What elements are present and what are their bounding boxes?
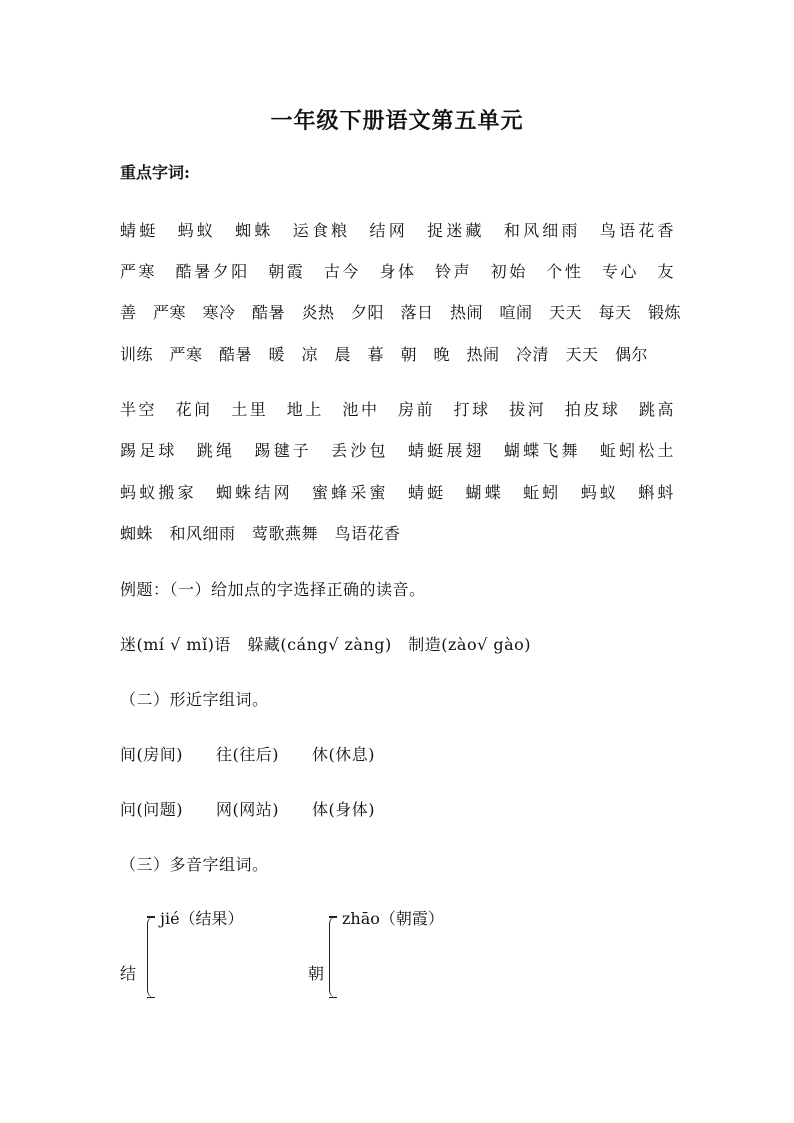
polyphonic-char: 结 bbox=[120, 964, 137, 983]
brace bbox=[329, 916, 340, 998]
word-line: 蚂蚁搬家 蜘蛛结网 蜜蜂采蜜 蜻蜓 蝴蝶 蚯蚓 蚂蚁 蝌蚪 bbox=[120, 483, 674, 502]
word-line: 善 严寒 寒冷 酷暑 炎热 夕阳 落日 热闹 喧闹 天天 每天 锻炼 bbox=[120, 303, 682, 322]
brace bbox=[147, 916, 158, 998]
word-line: 半空 花间 土里 地上 池中 房前 打球 拔河 拍皮球 跳高 bbox=[120, 400, 674, 419]
word-line: 踢足球 跳绳 踢毽子 丢沙包 蜻蜓展翅 蝴蝶飞舞 蚯蚓松土 bbox=[120, 441, 674, 460]
reading-option: zhāo（朝霞） bbox=[342, 909, 444, 928]
polyphonic-char: 朝 bbox=[308, 964, 325, 983]
key-words-label: 重点字词: bbox=[120, 163, 190, 182]
section-heading: （二）形近字组词。 bbox=[120, 690, 269, 709]
word-line: 蜘蛛 和风细雨 莺歌燕舞 鸟语花香 bbox=[120, 524, 401, 543]
example-heading: 例题：（一）给加点的字选择正确的读音。 bbox=[120, 580, 426, 599]
word-line: 训练 严寒 酷暑 暖 凉 晨 暮 朝 晚 热闹 冷清 天天 偶尔 bbox=[120, 345, 649, 364]
word-line: 严寒 酷暑夕阳 朝霞 古今 身体 铃声 初始 个性 专心 友 bbox=[120, 262, 674, 281]
answer-line: 问(问题) 网(网站) 体(身体) bbox=[120, 800, 375, 819]
answer-line: 间(房间) 往(往后) 休(休息) bbox=[120, 745, 375, 764]
section-heading: （三）多音字组词。 bbox=[120, 855, 269, 874]
page-title: 一年级下册语文第五单元 bbox=[270, 108, 524, 134]
word-line: 蜻蜓 蚂蚁 蜘蛛 运食粮 结网 捉迷藏 和风细雨 鸟语花香 bbox=[120, 221, 674, 240]
reading-option: jié（结果） bbox=[160, 909, 244, 928]
example-answer-line: 迷(mí √ mǐ)语 躲藏(cáng√ zàng) 制造(zào√ gào) bbox=[120, 635, 532, 654]
